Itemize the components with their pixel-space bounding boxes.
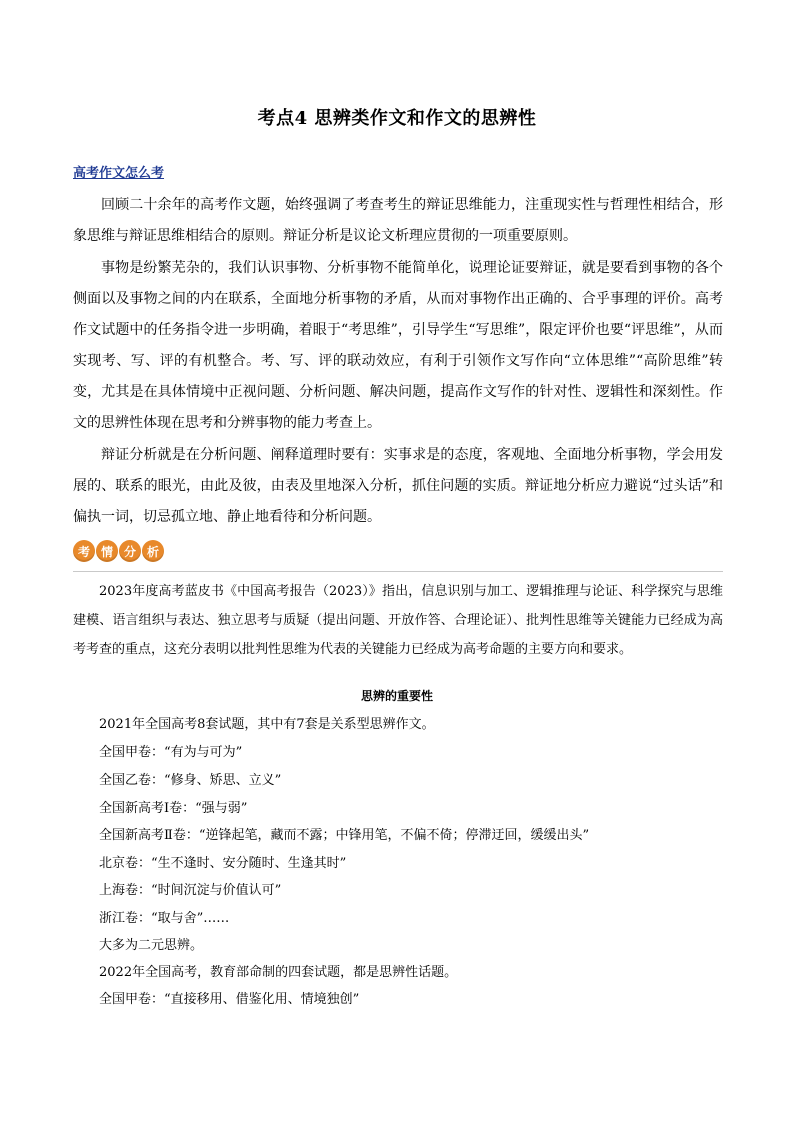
list-item: 全国甲卷：“有为与可为” (99, 745, 243, 760)
badge-char: 析 (142, 540, 164, 562)
list-item: 上海卷：“时间沉淀与价值认可” (99, 883, 282, 898)
list-item: 浙江卷：“取与舍”…… (99, 911, 230, 926)
analysis-paragraph: 2023年度高考蓝皮书《中国高考报告（2023）》指出，信息识别与加工、逻辑推理与论证、科学探究与思维建模、语言组织与表达、独立思考与质疑（提出问题、开放作答、合理论证）、批判性思维等关键能力已经成为高考考查的重点，这充分表明以批判性思维为代表的关键能力已经成为高考命题的主要方向和要求。 (73, 584, 723, 657)
paragraph-1: 回顾二十余年的高考作文题，始终强调了考查考生的辩证思维能力，注重现实性与哲理性相结合，形象思维与辩证思维相结合的原则。辩证分析是议论文析理应贯彻的一项重要原则。 (73, 197, 723, 244)
paragraph-2: 事物是纷繁芜杂的，我们认识事物、分析事物不能简单化，说理论证要辩证，就是要看到事物的各个侧面以及事物之间的内在联系，全面地分析事物的矛盾，从而对事物作出正确的、合乎事理的评价。高考作文试题中的任务指令进一步明确，着眼于“考思维”，引导学生“写思维”，限定评价也要“评思维”，从而实现考、写、评的有机整合。考、写、评的联动效应，有利于引领作文写作向“立体思维”“高阶思维”转变，尤其是在具体情境中正视问题、分析问题、解决问题，提高作文写作的针对性、逻辑性和深刻性。作文的思辨性体现在思考和分辨事物的能力考查上。 (73, 260, 723, 431)
list-item: 全国新高考Ⅱ卷：“逆锋起笔，藏而不露；中锋用笔，不偏不倚；停滞迂回，缓缓出头” (99, 828, 590, 843)
list-item: 全国甲卷：“直接移用、借鉴化用、情境独创” (99, 992, 360, 1007)
badge-char: 分 (119, 540, 141, 562)
subheading: 思辨的重要性 (360, 689, 433, 703)
divider (73, 571, 723, 572)
list-item: 全国新高考Ⅰ卷：“强与弱” (99, 801, 248, 816)
page-title: 考点4 思辨类作文和作文的思辨性 (257, 108, 537, 129)
list-item: 北京卷：“生不逢时、安分随时、生逢其时” (99, 856, 347, 871)
paragraph-3: 辩证分析就是在分析问题、阐释道理时要有：实事求是的态度，客观地、全面地分析事物，学会用发展的、联系的眼光，由此及彼，由表及里地深入分析，抓住问题的实质。辩证地分析应力避说“过头话”和偏执一词，切忌孤立地、静止地看待和分析问题。 (73, 447, 723, 525)
list-item: 全国乙卷：“修身、矫思、立义” (99, 773, 282, 788)
list-item: 2022年全国高考，教育部命制的四套试题，都是思辨性话题。 (99, 965, 458, 980)
badge-char: 情 (96, 540, 118, 562)
list-item: 大多为二元思辨。 (99, 938, 204, 953)
section-heading-link[interactable]: 高考作文怎么考 (73, 166, 165, 181)
list-item: 2021年全国高考8套试题，其中有7套是关系型思辨作文。 (99, 717, 435, 732)
analysis-badge (73, 540, 165, 562)
badge-char: 考 (73, 540, 95, 562)
